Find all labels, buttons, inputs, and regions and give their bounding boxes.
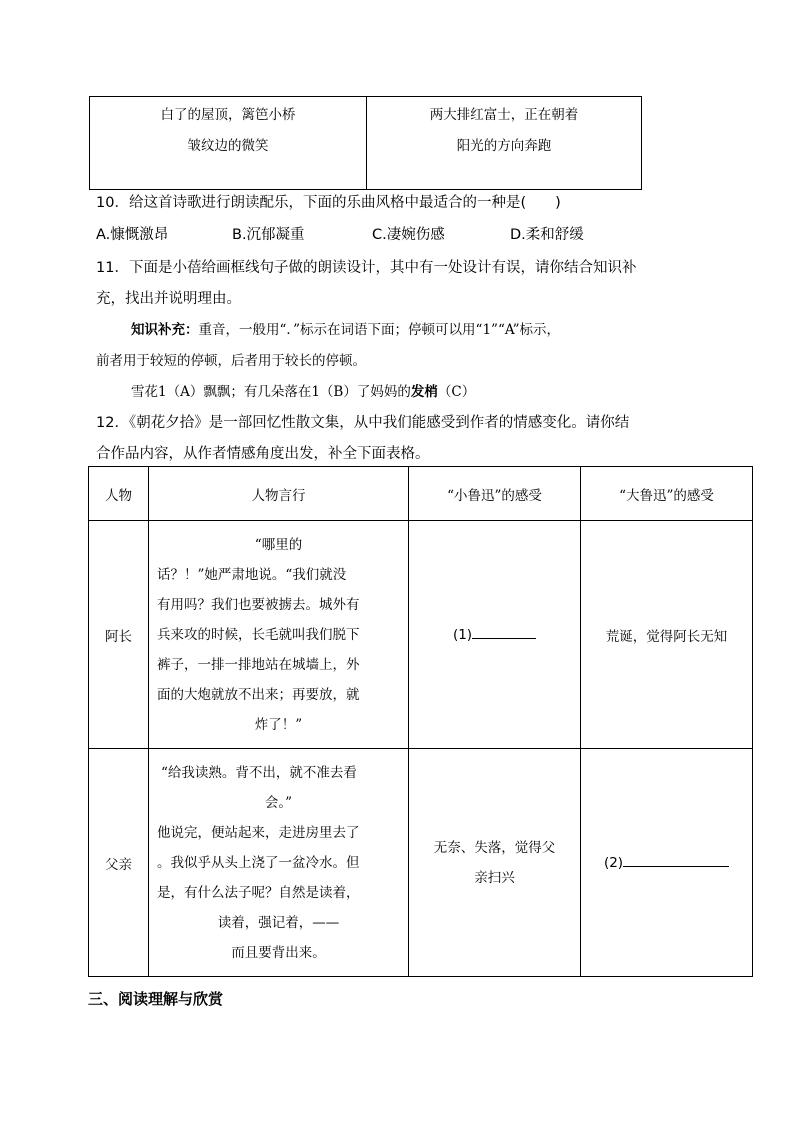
question-10-stem: 10．给这首诗歌进行朗读配乐，下面的乐曲风格中最适合的一种是( ) — [96, 195, 561, 211]
knowledge-text-line1: 重音，一般用“．”标示在词语下面；停顿可以用“1”“A”标示， — [198, 322, 561, 338]
row-young-feeling — [409, 521, 581, 749]
emotion-table — [88, 466, 753, 977]
knowledge-supplement — [131, 318, 560, 338]
q10-option-a: A.慷慨激昂 — [96, 227, 169, 243]
q10-option-c: C.凄婉伤感 — [372, 227, 445, 243]
q10-option-d: D.柔和舒缓 — [510, 227, 584, 243]
poem-right-line: 两大排红富士，正在朝着 — [429, 107, 579, 123]
row-words-deeds — [149, 749, 409, 977]
quote-line: 他说完，便站起来，走进房里去了 — [157, 824, 360, 841]
knowledge-label: 知识补充： — [131, 322, 199, 338]
blank-label-2: (2) — [603, 854, 624, 871]
quote-line: “哪里的 — [254, 536, 303, 553]
sentence-part-c: （C） — [437, 384, 476, 400]
row-young-feeling — [409, 749, 581, 977]
row-person: 阿长 — [89, 521, 149, 749]
question-11-stem-line2: 充，找出并说明理由。 — [96, 291, 241, 307]
answer-blank-1[interactable] — [472, 638, 536, 639]
poem-right-line: 阳光的方向奔跑 — [456, 138, 552, 154]
quote-line: 裤子，一排一排地站在城墙上，外 — [157, 656, 360, 673]
feeling-line: 无奈、失落，觉得父 — [433, 839, 556, 856]
header-words-deeds: 人物言行 — [149, 467, 409, 521]
header-young-luxun: “小鲁迅”的感受 — [409, 467, 581, 521]
sentence-emphasis: 发梢 — [410, 384, 438, 400]
row-adult-feeling — [581, 749, 753, 977]
table-row — [89, 521, 753, 749]
row-adult-feeling: 荒诞，觉得阿长无知 — [581, 521, 753, 749]
blank-label-1: (1) — [452, 626, 473, 643]
answer-blank-2[interactable] — [623, 866, 729, 867]
quote-line: “给我读熟。背不出，就不准去看 — [161, 764, 357, 781]
quote-line: 兵来攻的时候，长毛就叫我们脱下 — [157, 626, 360, 643]
question-12-stem-line1: 12．《朝花夕拾》是一部回忆性散文集，从中我们能感受到作者的情感变化。请你结 — [96, 415, 630, 431]
knowledge-text-line2: 前者用于较短的停顿，后者用于较长的停顿。 — [96, 353, 366, 369]
quote-line: 而且要背出来。 — [231, 944, 326, 961]
quote-line: 会。” — [264, 794, 293, 811]
poem-cell-left — [90, 97, 367, 190]
quote-line: 面的大炮就放不出来；再要放，就 — [157, 686, 360, 703]
quote-line: 是，有什么法子呢？自然是读着， — [157, 884, 360, 901]
quote-line: 。我似乎从头上浇了一盆冷水。但 — [157, 854, 360, 871]
question-12-stem-line2: 合作品内容，从作者情感角度出发，补全下面表格。 — [96, 446, 430, 462]
poem-cell-right — [367, 97, 642, 190]
q10-option-b: B.沉郁凝重 — [232, 227, 305, 243]
header-person: 人物 — [89, 467, 149, 521]
row-words-deeds — [149, 521, 409, 749]
row-person: 父亲 — [89, 749, 149, 977]
section-3-title: 三、阅读理解与欣赏 — [88, 990, 224, 1008]
poem-left-line: 皱纹边的微笑 — [187, 138, 269, 154]
table-header-row — [89, 467, 753, 521]
poem-table — [89, 96, 642, 190]
quote-line: 炸了！” — [254, 716, 303, 733]
feeling-line: 亲扫兴 — [474, 869, 515, 886]
question-11-stem-line1: 11．下面是小蓓给画框线句子做的朗读设计，其中有一处设计有误，请你结合知识补 — [96, 260, 637, 276]
table-row — [89, 749, 753, 977]
poem-left-line: 白了的屋顶，篱笆小桥 — [160, 107, 296, 123]
header-adult-luxun: “大鲁迅”的感受 — [581, 467, 753, 521]
quote-line: 话？！”她严肃地说。“我们就没 — [157, 566, 347, 583]
sentence-part-a: 雪花1（A）飘飘；有几朵落在1（B）了妈妈的 — [131, 384, 411, 400]
quote-line: 有用吗？我们也要被掳去。城外有 — [157, 596, 360, 613]
quote-line: 读着，强记着，—— — [217, 914, 340, 931]
reading-design-sentence — [131, 380, 475, 400]
